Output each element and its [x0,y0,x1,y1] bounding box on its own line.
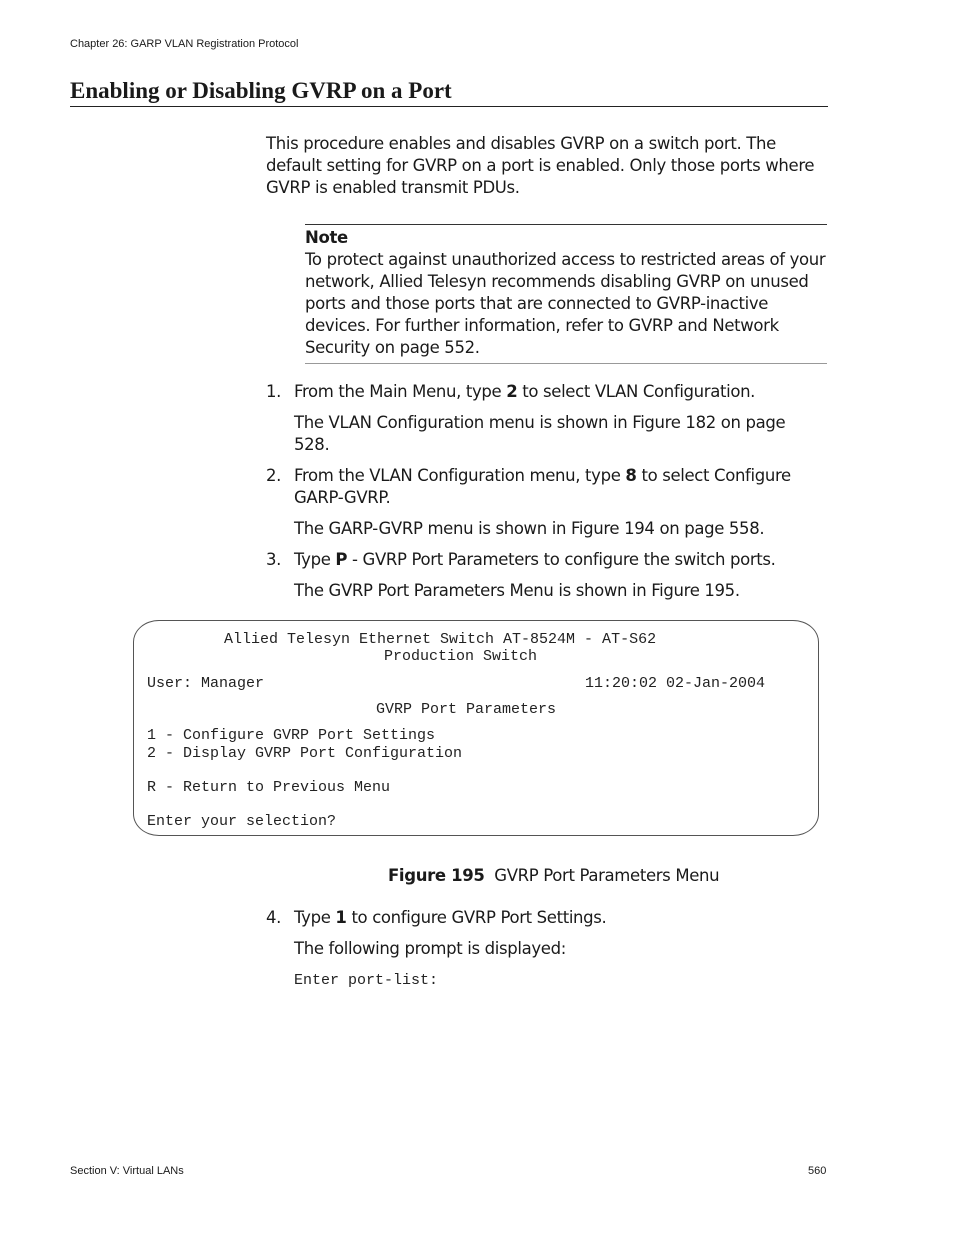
step-subtext: The following prompt is displayed: [294,939,566,958]
terminal-switch-name: Production Switch [384,648,538,665]
terminal-option: 1 - Configure GVRP Port Settings [147,727,436,744]
step-subtext: The GARP-GVRP menu is shown in Figure 194 on page 558. [294,519,765,538]
note-text: To protect against unauthorized access to restricted areas of your network, Allied Telesyn recommends disabling GVRP on unused ports and those ports that are connected to GVRP-inactive devices. For further information, refer to GVRP and Network Security on page 552. [305,250,826,357]
terminal-datetime: 11:20:02 02-Jan-2004 [585,675,766,692]
section-title: Enabling or Disabling GVRP on a Port [70,78,828,107]
running-header: Chapter 26: GARP VLAN Registration Protocol [70,38,299,50]
terminal-menu-title: GVRP Port Parameters [376,701,557,718]
step-subtext: The GVRP Port Parameters Menu is shown in Figure 195. [294,581,740,600]
page-number: 560 [808,1165,827,1177]
port-list-prompt: Enter port-list: [294,972,439,989]
note-heading: Note [305,228,348,247]
step-text: Type P - GVRP Port Parameters to configure the switch ports. [294,550,776,569]
step-subtext: The VLAN Configuration menu is shown in Figure 182 on page 528. [294,413,786,454]
terminal-user: User: Manager [147,675,265,692]
note-box [305,224,827,364]
step-text: From the Main Menu, type 2 to select VLAN Configuration. [294,382,756,401]
step-number: 3. [266,550,282,569]
terminal-banner: Allied Telesyn Ethernet Switch AT-8524M - AT-S62 [224,631,657,648]
step-number: 2. [266,466,282,485]
intro-paragraph: This procedure enables and disables GVRP on a switch port. The default setting for GVRP on a port is enabled. Only those ports where GVRP is enabled transmit PDUs. [266,134,815,197]
terminal-option: R - Return to Previous Menu [147,779,391,796]
step-text: Type 1 to configure GVRP Port Settings. [294,908,607,927]
terminal-option: 2 - Display GVRP Port Configuration [147,745,463,762]
step-text: From the VLAN Configuration menu, type 8 to select Configure GARP-GVRP. [294,466,791,507]
footer-section: Section V: Virtual LANs [70,1165,184,1177]
figure-caption: Figure 195 GVRP Port Parameters Menu [388,866,720,885]
terminal-prompt: Enter your selection? [147,813,337,830]
step-number: 4. [266,908,282,927]
step-number: 1. [266,382,282,401]
